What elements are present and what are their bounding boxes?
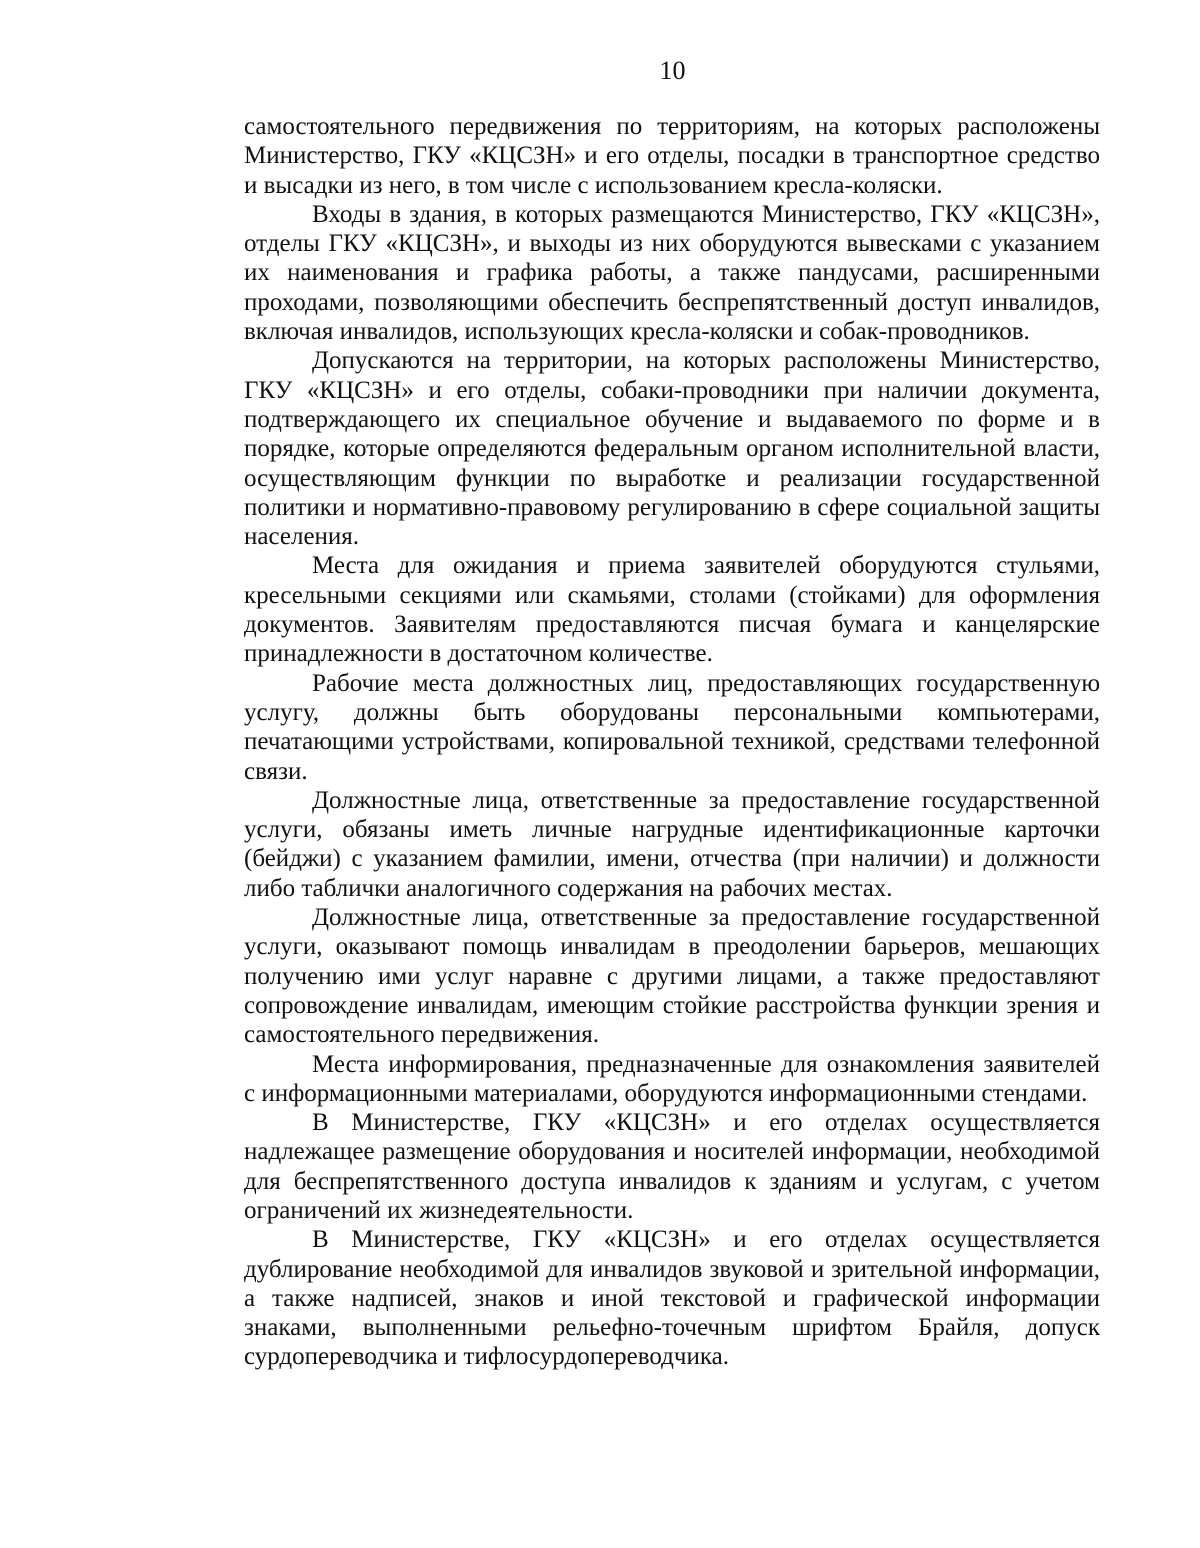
paragraph-braille-duplication: В Министерстве, ГКУ «КЦСЗН» и его отделах осуществляется дублирование необходимой для инвалидов звуковой и зрительной информации, а также надписей, знаков и иной текстовой и графической информации знаками, выполненными рельефно-точечным шрифтом Брайля, допуск сурдопереводчика и тифлосурдопереводчика. bbox=[244, 1226, 1100, 1371]
page-number: 10 bbox=[659, 56, 686, 85]
paragraph-info-stands: Места информирования, предназначенные для ознакомления заявителей с информационными материалами, оборудуются информационными стендами. bbox=[244, 1050, 1100, 1107]
paragraph-waiting-areas: Места для ожидания и приема заявителей оборудуются стульями, кресельными секциями или скамьями, столами (стойками) для оформления документов. Заявителям предоставляются писчая бумага и канцелярские принадлежности в достаточном количестве. bbox=[244, 552, 1100, 668]
paragraph-workplaces: Рабочие места должностных лиц, предоставляющих государственную услугу, должны быть оборудованы персональными компьютерами, печатающими устройствами, копировальной техникой, средствами телефонной связи. bbox=[244, 669, 1100, 785]
paragraph-continuation: самостоятельного передвижения по территориям, на которых расположены Министерство, ГКУ «КЦСЗН» и его отделы, посадки в транспортное средство и высадки из него, в том числе с использованием кресла-коляски. bbox=[244, 113, 1100, 199]
paragraph-badges: Должностные лица, ответственные за предоставление государственной услуги, обязаны иметь личные нагрудные идентификационные карточки (бейджи) с указанием фамилии, имени, отчества (при наличии) и должности либо таблички аналогичного содержания на рабочих местах. bbox=[244, 786, 1100, 902]
paragraph-assistance: Должностные лица, ответственные за предоставление государственной услуги, оказывают помощь инвалидам в преодолении барьеров, мешающих получению ими услуг наравне с другими лицами, а также предоставляют сопровождение инвалидам, имеющим стойкие расстройства функции зрения и самостоятельного передвижения. bbox=[244, 904, 1100, 1049]
paragraph-entrances: Входы в здания, в которых размещаются Министерство, ГКУ «КЦСЗН», отделы ГКУ «КЦСЗН», и выходы из них оборудуются вывесками с указанием их наименования и графика работы, а также пандусами, расширенными проходами, позволяющими обеспечить беспрепятственный доступ инвалидов, включая инвалидов, использующих кресла-коляски и собак-проводников. bbox=[244, 200, 1100, 346]
paragraph-equipment-placement: В Министерстве, ГКУ «КЦСЗН» и его отделах осуществляется надлежащее размещение оборудования и носителей информации, необходимой для беспрепятственного доступа инвалидов к зданиям и услугам, с учетом ограничений их жизнедеятельности. bbox=[244, 1109, 1100, 1224]
document-body bbox=[244, 112, 1100, 1372]
paragraph-guide-dogs: Допускаются на территории, на которых расположены Министерство, ГКУ «КЦСЗН» и его отделы, собаки-проводники при наличии документа, подтверждающего их специальное обучение и выдаваемого по форме и в порядке, которые определяются федеральным органом исполнительной власти, осуществляющим функции по выработке и реализации государственной политики и нормативно-правовому регулированию в сфере социальной защиты населения. bbox=[244, 347, 1100, 551]
